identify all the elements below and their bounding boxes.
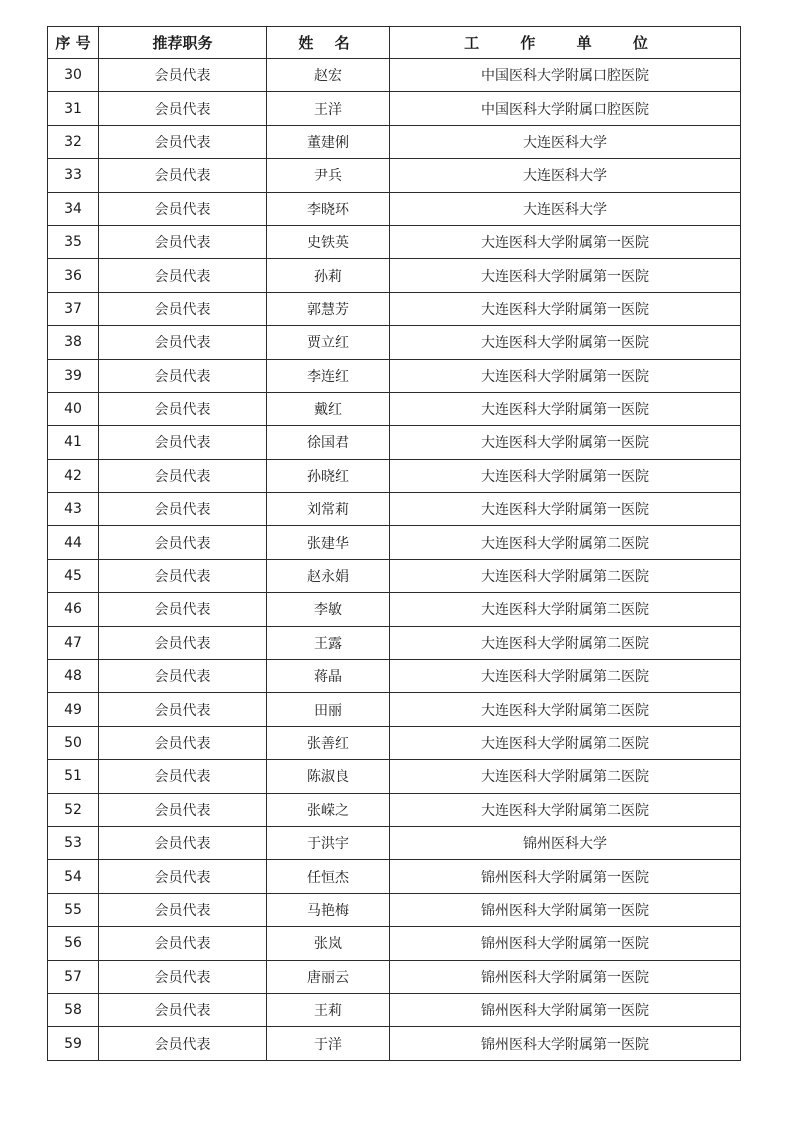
table-row [48, 559, 741, 592]
cell-work-unit: 锦州医科大学附属第一医院 [390, 927, 741, 960]
cell-recommended-position: 会员代表 [99, 793, 267, 826]
cell-name: 李敏 [267, 593, 390, 626]
cell-work-unit: 大连医科大学附属第二医院 [390, 559, 741, 592]
cell-work-unit: 大连医科大学附属第一医院 [390, 292, 741, 325]
cell-serial-number: 39 [48, 359, 99, 392]
cell-recommended-position: 会员代表 [99, 593, 267, 626]
cell-work-unit: 锦州医科大学附属第一医院 [390, 993, 741, 1026]
cell-serial-number: 36 [48, 259, 99, 292]
cell-serial-number: 48 [48, 660, 99, 693]
cell-serial-number: 33 [48, 159, 99, 192]
cell-work-unit: 锦州医科大学附属第一医院 [390, 960, 741, 993]
cell-recommended-position: 会员代表 [99, 493, 267, 526]
cell-work-unit: 锦州医科大学附属第一医院 [390, 860, 741, 893]
table-row [48, 526, 741, 559]
cell-recommended-position: 会员代表 [99, 726, 267, 759]
cell-serial-number: 58 [48, 993, 99, 1026]
cell-serial-number: 49 [48, 693, 99, 726]
table-row [48, 493, 741, 526]
cell-serial-number: 42 [48, 459, 99, 492]
table-row [48, 826, 741, 859]
cell-work-unit: 大连医科大学附属第二医院 [390, 593, 741, 626]
cell-work-unit: 大连医科大学附属第一医院 [390, 359, 741, 392]
table-row [48, 326, 741, 359]
header-serial-number: 序 号 [48, 27, 99, 59]
cell-name: 任恒杰 [267, 860, 390, 893]
cell-name: 王莉 [267, 993, 390, 1026]
table-row [48, 693, 741, 726]
cell-name: 赵宏 [267, 59, 390, 92]
cell-serial-number: 32 [48, 125, 99, 158]
header-recommended-position: 推荐职务 [99, 27, 267, 59]
table-row [48, 59, 741, 92]
cell-work-unit: 大连医科大学附属第一医院 [390, 426, 741, 459]
cell-name: 于洋 [267, 1027, 390, 1060]
cell-recommended-position: 会员代表 [99, 159, 267, 192]
cell-serial-number: 56 [48, 927, 99, 960]
cell-name: 赵永娟 [267, 559, 390, 592]
table-row [48, 593, 741, 626]
header-work-unit: 工 作 单 位 [390, 27, 741, 59]
cell-name: 马艳梅 [267, 893, 390, 926]
cell-name: 孙莉 [267, 259, 390, 292]
table-row [48, 860, 741, 893]
table-row [48, 225, 741, 258]
cell-recommended-position: 会员代表 [99, 1027, 267, 1060]
cell-work-unit: 大连医科大学附属第一医院 [390, 493, 741, 526]
table-row [48, 793, 741, 826]
cell-serial-number: 43 [48, 493, 99, 526]
cell-recommended-position: 会员代表 [99, 826, 267, 859]
cell-name: 戴红 [267, 392, 390, 425]
cell-serial-number: 31 [48, 92, 99, 125]
cell-serial-number: 52 [48, 793, 99, 826]
cell-recommended-position: 会员代表 [99, 893, 267, 926]
cell-recommended-position: 会员代表 [99, 426, 267, 459]
member-table-page [47, 26, 740, 1061]
cell-name: 张善红 [267, 726, 390, 759]
cell-recommended-position: 会员代表 [99, 459, 267, 492]
cell-serial-number: 47 [48, 626, 99, 659]
table-row [48, 760, 741, 793]
cell-serial-number: 53 [48, 826, 99, 859]
cell-work-unit: 大连医科大学附属第一医院 [390, 259, 741, 292]
cell-recommended-position: 会员代表 [99, 125, 267, 158]
cell-recommended-position: 会员代表 [99, 225, 267, 258]
cell-name: 刘常莉 [267, 493, 390, 526]
cell-recommended-position: 会员代表 [99, 526, 267, 559]
cell-serial-number: 51 [48, 760, 99, 793]
table-row [48, 660, 741, 693]
cell-recommended-position: 会员代表 [99, 259, 267, 292]
cell-recommended-position: 会员代表 [99, 559, 267, 592]
table-row [48, 426, 741, 459]
table-row [48, 459, 741, 492]
cell-recommended-position: 会员代表 [99, 993, 267, 1026]
cell-serial-number: 54 [48, 860, 99, 893]
cell-name: 王洋 [267, 92, 390, 125]
table-row [48, 1027, 741, 1060]
cell-work-unit: 中国医科大学附属口腔医院 [390, 59, 741, 92]
cell-serial-number: 37 [48, 292, 99, 325]
cell-name: 田丽 [267, 693, 390, 726]
cell-recommended-position: 会员代表 [99, 192, 267, 225]
cell-serial-number: 46 [48, 593, 99, 626]
cell-name: 贾立红 [267, 326, 390, 359]
cell-serial-number: 50 [48, 726, 99, 759]
cell-work-unit: 锦州医科大学附属第一医院 [390, 893, 741, 926]
cell-work-unit: 锦州医科大学 [390, 826, 741, 859]
cell-work-unit: 大连医科大学附属第二医院 [390, 793, 741, 826]
table-row [48, 626, 741, 659]
cell-name: 徐国君 [267, 426, 390, 459]
cell-work-unit: 大连医科大学附属第一医院 [390, 459, 741, 492]
cell-serial-number: 55 [48, 893, 99, 926]
cell-name: 张嵘之 [267, 793, 390, 826]
member-representative-table [47, 26, 741, 1061]
table-row [48, 960, 741, 993]
cell-name: 孙晓红 [267, 459, 390, 492]
cell-work-unit: 大连医科大学附属第二医院 [390, 760, 741, 793]
cell-work-unit: 大连医科大学 [390, 192, 741, 225]
table-row [48, 359, 741, 392]
cell-work-unit: 中国医科大学附属口腔医院 [390, 92, 741, 125]
cell-work-unit: 大连医科大学附属第二医院 [390, 626, 741, 659]
table-row [48, 192, 741, 225]
cell-name: 唐丽云 [267, 960, 390, 993]
cell-name: 尹兵 [267, 159, 390, 192]
cell-serial-number: 41 [48, 426, 99, 459]
table-row [48, 392, 741, 425]
cell-name: 于洪宇 [267, 826, 390, 859]
table-row [48, 292, 741, 325]
table-row [48, 927, 741, 960]
cell-work-unit: 大连医科大学附属第二医院 [390, 726, 741, 759]
cell-name: 张建华 [267, 526, 390, 559]
cell-serial-number: 35 [48, 225, 99, 258]
cell-serial-number: 38 [48, 326, 99, 359]
cell-recommended-position: 会员代表 [99, 760, 267, 793]
cell-recommended-position: 会员代表 [99, 92, 267, 125]
cell-work-unit: 锦州医科大学附属第一医院 [390, 1027, 741, 1060]
header-name: 姓 名 [267, 27, 390, 59]
cell-name: 张岚 [267, 927, 390, 960]
cell-serial-number: 59 [48, 1027, 99, 1060]
table-row [48, 893, 741, 926]
table-row [48, 993, 741, 1026]
cell-name: 李晓环 [267, 192, 390, 225]
cell-work-unit: 大连医科大学附属第二医院 [390, 693, 741, 726]
cell-serial-number: 30 [48, 59, 99, 92]
cell-serial-number: 40 [48, 392, 99, 425]
cell-serial-number: 34 [48, 192, 99, 225]
cell-work-unit: 大连医科大学附属第一医院 [390, 326, 741, 359]
cell-work-unit: 大连医科大学附属第一医院 [390, 392, 741, 425]
cell-recommended-position: 会员代表 [99, 626, 267, 659]
cell-name: 陈淑良 [267, 760, 390, 793]
cell-recommended-position: 会员代表 [99, 660, 267, 693]
table-row [48, 92, 741, 125]
cell-recommended-position: 会员代表 [99, 392, 267, 425]
cell-recommended-position: 会员代表 [99, 59, 267, 92]
cell-recommended-position: 会员代表 [99, 326, 267, 359]
cell-name: 董建俐 [267, 125, 390, 158]
cell-work-unit: 大连医科大学 [390, 125, 741, 158]
table-header-row [48, 27, 741, 59]
cell-serial-number: 45 [48, 559, 99, 592]
cell-name: 史铁英 [267, 225, 390, 258]
cell-recommended-position: 会员代表 [99, 927, 267, 960]
table-row [48, 259, 741, 292]
cell-work-unit: 大连医科大学附属第一医院 [390, 225, 741, 258]
cell-name: 郭慧芳 [267, 292, 390, 325]
table-row [48, 726, 741, 759]
cell-name: 李连红 [267, 359, 390, 392]
cell-name: 王露 [267, 626, 390, 659]
table-row [48, 159, 741, 192]
cell-recommended-position: 会员代表 [99, 960, 267, 993]
cell-name: 蒋晶 [267, 660, 390, 693]
cell-work-unit: 大连医科大学 [390, 159, 741, 192]
cell-recommended-position: 会员代表 [99, 359, 267, 392]
cell-work-unit: 大连医科大学附属第二医院 [390, 660, 741, 693]
table-body [48, 59, 741, 1061]
cell-serial-number: 44 [48, 526, 99, 559]
cell-work-unit: 大连医科大学附属第二医院 [390, 526, 741, 559]
cell-recommended-position: 会员代表 [99, 860, 267, 893]
cell-recommended-position: 会员代表 [99, 693, 267, 726]
cell-recommended-position: 会员代表 [99, 292, 267, 325]
cell-serial-number: 57 [48, 960, 99, 993]
table-row [48, 125, 741, 158]
